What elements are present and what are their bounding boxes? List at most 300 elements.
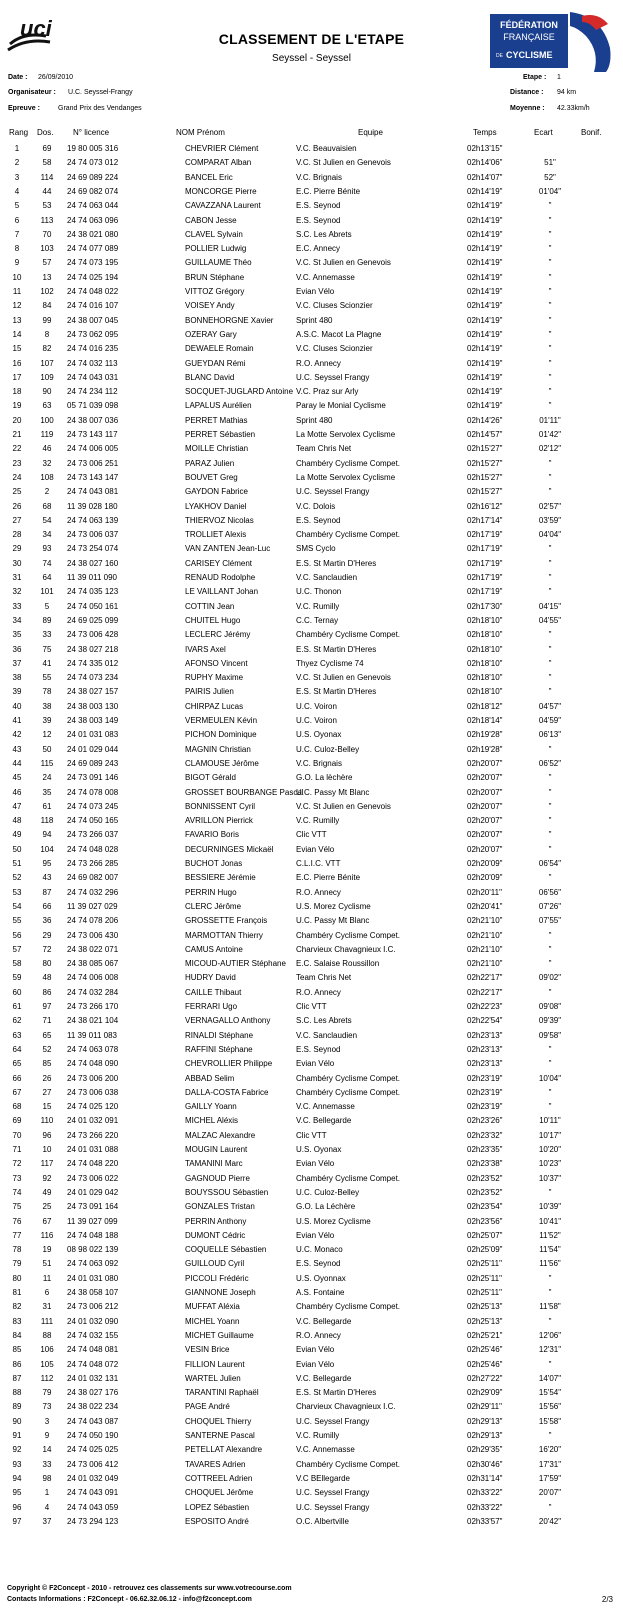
row-equipe: R.O. Annecy bbox=[296, 987, 341, 997]
row-ecart: " bbox=[548, 558, 552, 568]
row-rang: 40 bbox=[12, 701, 22, 711]
table-row bbox=[0, 573, 623, 585]
row-dos: 71 bbox=[42, 1016, 52, 1026]
row-ecart: " bbox=[548, 458, 552, 468]
meta-etape-label: Etape : bbox=[523, 74, 547, 81]
row-nom: MICHEL Aléxis bbox=[185, 1116, 239, 1126]
row-temps: 02h18'10" bbox=[467, 630, 503, 640]
row-temps: 02h14'19" bbox=[467, 272, 503, 282]
row-dos: 119 bbox=[40, 430, 54, 439]
row-equipe: La Motte Servolex Cyclisme bbox=[296, 472, 396, 482]
meta-organisateur bbox=[8, 89, 133, 96]
row-ecart: " bbox=[548, 1359, 552, 1369]
row-dos: 110 bbox=[40, 1116, 54, 1126]
row-rang: 94 bbox=[12, 1473, 22, 1483]
table-row bbox=[0, 1088, 623, 1100]
row-temps: 02h20'07" bbox=[467, 816, 503, 826]
row-licence: 24 38 021 104 bbox=[67, 1016, 119, 1026]
row-nom: PERRIN Anthony bbox=[185, 1216, 247, 1226]
table-row bbox=[0, 287, 623, 299]
row-ecart: 15'54" bbox=[538, 1388, 562, 1398]
row-ecart: " bbox=[548, 1044, 552, 1054]
row-licence: 24 74 016 235 bbox=[67, 344, 119, 354]
row-dos: 87 bbox=[42, 887, 52, 897]
row-dos: 109 bbox=[40, 372, 54, 382]
row-temps: 02h15'27" bbox=[467, 487, 503, 497]
row-rang: 4 bbox=[14, 186, 20, 196]
row-dos: 90 bbox=[42, 387, 52, 397]
row-ecart: 10'37" bbox=[538, 1173, 562, 1183]
row-nom: IVARS Axel bbox=[185, 644, 226, 654]
row-ecart: " bbox=[548, 401, 552, 411]
row-equipe: U.C. Monaco bbox=[296, 1245, 343, 1255]
meta-epreuve-value: Grand Prix des Vendanges bbox=[58, 105, 142, 112]
row-temps: 02h17'19" bbox=[467, 573, 503, 582]
row-nom: PERRET Mathias bbox=[185, 415, 248, 425]
header-temps: Temps bbox=[473, 128, 497, 137]
row-dos: 27 bbox=[42, 1087, 52, 1097]
row-rang: 29 bbox=[12, 544, 22, 554]
row-rang: 90 bbox=[12, 1416, 22, 1426]
row-ecart: " bbox=[548, 687, 552, 697]
row-dos: 103 bbox=[40, 244, 54, 254]
row-equipe: V.C BEllegarde bbox=[296, 1473, 350, 1483]
table-row bbox=[0, 1002, 623, 1014]
row-dos: 5 bbox=[44, 601, 50, 611]
row-rang: 42 bbox=[12, 730, 22, 740]
row-ecart: 09'39" bbox=[538, 1016, 562, 1026]
row-nom: PARAZ Julien bbox=[185, 458, 235, 468]
row-equipe: Evian Vélo bbox=[296, 1159, 335, 1169]
row-rang: 22 bbox=[12, 444, 22, 454]
row-licence: 24 73 266 220 bbox=[67, 1130, 119, 1140]
row-ecart: 07'26" bbox=[538, 901, 562, 911]
row-equipe: V.C. St Julien en Genevois bbox=[296, 673, 391, 683]
row-temps: 02h21'10" bbox=[467, 930, 503, 940]
row-rang: 16 bbox=[12, 358, 22, 368]
table-row bbox=[0, 716, 623, 728]
row-rang: 62 bbox=[12, 1016, 22, 1026]
row-nom: RAFFINI Stéphane bbox=[185, 1044, 253, 1054]
row-nom: DUMONT Cédric bbox=[185, 1230, 246, 1240]
row-temps: 02h23'19" bbox=[467, 1102, 503, 1112]
table-row bbox=[0, 401, 623, 413]
row-temps: 02h14'19" bbox=[467, 287, 503, 296]
row-temps: 02h20'09" bbox=[467, 859, 503, 868]
row-ecart: 01'42" bbox=[538, 430, 562, 439]
row-nom: MUFFAT Aléxia bbox=[185, 1302, 240, 1312]
row-temps: 02h18'10" bbox=[467, 658, 503, 668]
table-row bbox=[0, 487, 623, 499]
row-rang: 32 bbox=[12, 587, 22, 597]
row-rang: 21 bbox=[12, 430, 22, 439]
table-row bbox=[0, 1402, 623, 1414]
row-licence: 24 01 032 049 bbox=[67, 1473, 119, 1483]
table-row bbox=[0, 1259, 623, 1271]
row-ecart: " bbox=[548, 272, 552, 282]
row-ecart: " bbox=[548, 658, 552, 668]
row-nom: GUEYDAN Rémi bbox=[185, 358, 246, 368]
row-licence: 05 71 039 098 bbox=[67, 401, 119, 411]
row-equipe: U.C. Passy Mt Blanc bbox=[296, 916, 370, 926]
meta-distance-value: 94 km bbox=[557, 89, 577, 96]
row-nom: LOPEZ Sébastien bbox=[185, 1502, 250, 1512]
row-ecart: 07'55" bbox=[538, 916, 562, 926]
table-row bbox=[0, 316, 623, 328]
meta-date-value: 26/09/2010 bbox=[38, 74, 74, 81]
row-equipe: Chambéry Cyclisme Compet. bbox=[296, 630, 401, 640]
table-row bbox=[0, 616, 623, 628]
row-rang: 88 bbox=[12, 1388, 22, 1398]
row-temps: 02h17'19" bbox=[467, 530, 503, 540]
row-temps: 02h20'41" bbox=[467, 901, 503, 911]
row-temps: 02h21'10" bbox=[467, 916, 503, 926]
row-equipe: V.C. Dolois bbox=[296, 501, 336, 511]
row-ecart: " bbox=[548, 773, 552, 783]
row-dos: 19 bbox=[42, 1245, 52, 1255]
row-licence: 24 74 073 012 bbox=[67, 158, 119, 168]
row-temps: 02h17'19" bbox=[467, 558, 503, 568]
table-row bbox=[0, 1031, 623, 1043]
row-rang: 6 bbox=[14, 215, 20, 225]
row-equipe: Chambéry Cyclisme Compet. bbox=[296, 1173, 401, 1183]
row-equipe: Chambéry Cyclisme Compet. bbox=[296, 930, 401, 940]
row-equipe: E.C. Salaise Roussillon bbox=[296, 959, 380, 969]
row-licence: 24 74 043 031 bbox=[67, 372, 119, 382]
row-equipe: R.O. Annecy bbox=[296, 358, 341, 368]
row-temps: 02h23'19" bbox=[467, 1087, 503, 1097]
row-equipe: U.S. Oyonax bbox=[296, 1145, 342, 1154]
row-nom: PAIRIS Julien bbox=[185, 687, 234, 697]
row-ecart: " bbox=[548, 801, 552, 811]
row-nom: ESPOSITO André bbox=[185, 1516, 249, 1526]
row-licence: 24 74 048 220 bbox=[67, 1159, 119, 1169]
row-dos: 115 bbox=[40, 758, 54, 768]
row-equipe: Evian Vélo bbox=[296, 1359, 335, 1369]
row-nom: GROSSETTE François bbox=[185, 916, 268, 926]
row-equipe: V.C. Cluses Scionzier bbox=[296, 344, 373, 354]
row-ecart: " bbox=[548, 487, 552, 497]
row-licence: 24 74 025 194 bbox=[67, 272, 119, 282]
row-nom: VERMEULEN Kévin bbox=[185, 716, 258, 725]
row-licence: 24 73 091 164 bbox=[67, 1202, 119, 1212]
row-dos: 88 bbox=[42, 1330, 52, 1340]
row-nom: LAPALUS Aurélien bbox=[185, 401, 252, 411]
row-temps: 02h23'38" bbox=[467, 1159, 503, 1169]
row-dos: 69 bbox=[42, 144, 52, 153]
row-temps: 02h33'22" bbox=[467, 1502, 503, 1512]
row-ecart: " bbox=[548, 344, 552, 354]
row-ecart: 15'58" bbox=[538, 1416, 562, 1426]
row-nom: MOILLE Christian bbox=[185, 444, 249, 454]
row-ecart: " bbox=[548, 301, 552, 311]
row-dos: 118 bbox=[40, 816, 54, 826]
row-ecart: " bbox=[548, 201, 552, 211]
table-row bbox=[0, 988, 623, 1000]
row-dos: 41 bbox=[42, 658, 52, 668]
row-nom: COMPARAT Alban bbox=[185, 158, 252, 168]
row-temps: 02h29'35" bbox=[467, 1445, 503, 1455]
row-rang: 8 bbox=[14, 244, 20, 254]
row-dos: 73 bbox=[42, 1402, 52, 1412]
row-equipe: U.S. Morez Cyclisme bbox=[296, 901, 371, 911]
row-ecart: " bbox=[548, 787, 552, 797]
row-temps: 02h15'27" bbox=[467, 472, 503, 482]
row-licence: 24 38 085 067 bbox=[67, 959, 119, 969]
row-dos: 8 bbox=[44, 329, 50, 339]
row-equipe: Clic VTT bbox=[296, 1002, 327, 1011]
row-nom: POLLIER Ludwig bbox=[185, 244, 247, 254]
row-rang: 78 bbox=[12, 1245, 22, 1255]
table-row bbox=[0, 1317, 623, 1329]
row-dos: 24 bbox=[42, 773, 52, 783]
row-ecart: " bbox=[548, 573, 552, 582]
row-rang: 68 bbox=[12, 1102, 22, 1112]
row-nom: BONNISSENT Cyril bbox=[185, 801, 256, 811]
row-dos: 75 bbox=[42, 644, 52, 654]
table-row bbox=[0, 602, 623, 614]
row-equipe: G.O. La lèchère bbox=[296, 773, 353, 783]
row-nom: PETELLAT Alexandre bbox=[185, 1445, 263, 1455]
row-rang: 91 bbox=[12, 1431, 22, 1440]
row-licence: 24 01 031 080 bbox=[67, 1273, 119, 1283]
page-number: 2/3 bbox=[601, 1595, 613, 1604]
row-equipe: Sprint 480 bbox=[296, 315, 333, 325]
row-temps: 02h25'07" bbox=[467, 1230, 503, 1240]
table-row bbox=[0, 1288, 623, 1300]
row-rang: 49 bbox=[12, 830, 22, 840]
row-temps: 02h14'19" bbox=[467, 186, 503, 196]
row-licence: 24 74 063 092 bbox=[67, 1259, 119, 1269]
row-dos: 31 bbox=[42, 1302, 52, 1312]
table-row bbox=[0, 373, 623, 385]
row-nom: CHEVRIER Clément bbox=[185, 144, 259, 153]
row-nom: MICHET Guillaume bbox=[185, 1330, 254, 1340]
table-row bbox=[0, 559, 623, 571]
row-ecart: 04'57" bbox=[538, 701, 562, 711]
header-ecart: Ecart bbox=[534, 128, 553, 137]
row-ecart: " bbox=[548, 1502, 552, 1512]
meta-org-label: Organisateur : bbox=[8, 89, 56, 96]
row-temps: 02h23'13" bbox=[467, 1044, 503, 1054]
row-rang: 87 bbox=[12, 1373, 22, 1383]
row-ecart: 11'54" bbox=[539, 1245, 561, 1255]
row-rang: 86 bbox=[12, 1359, 22, 1369]
table-row bbox=[0, 387, 623, 399]
row-temps: 02h14'19" bbox=[467, 372, 503, 382]
row-licence: 24 73 266 285 bbox=[67, 859, 119, 868]
row-dos: 117 bbox=[40, 1159, 54, 1169]
row-equipe: Clic VTT bbox=[296, 830, 327, 840]
row-ecart: 10'04" bbox=[538, 1073, 562, 1083]
row-rang: 39 bbox=[12, 687, 22, 697]
row-licence: 24 74 048 081 bbox=[67, 1345, 119, 1355]
row-ecart: 06'54" bbox=[538, 859, 562, 868]
row-licence: 24 73 006 430 bbox=[67, 930, 119, 940]
row-nom: PAGE André bbox=[185, 1402, 230, 1412]
row-ecart: 10'23" bbox=[538, 1159, 562, 1169]
row-dos: 97 bbox=[42, 1002, 52, 1011]
row-licence: 19 80 005 316 bbox=[67, 144, 119, 153]
footer-contacts: Contacts Informations : F2Concept - 06.62.32.06.12 - info@f2concept.com bbox=[7, 1596, 252, 1603]
table-row bbox=[0, 1488, 623, 1500]
row-equipe: U.C. Passy Mt Blanc bbox=[296, 787, 370, 797]
row-dos: 48 bbox=[42, 973, 52, 983]
row-equipe: V.C. Sanclaudien bbox=[296, 573, 358, 582]
row-licence: 11 39 011 083 bbox=[67, 1030, 117, 1040]
table-row bbox=[0, 1074, 623, 1086]
row-licence: 24 74 050 165 bbox=[67, 816, 119, 826]
row-nom: BOUYSSOU Sébastien bbox=[185, 1187, 269, 1197]
row-equipe: E.S. Seynod bbox=[296, 1044, 341, 1054]
row-rang: 1 bbox=[14, 144, 20, 153]
row-rang: 77 bbox=[12, 1230, 22, 1240]
row-rang: 48 bbox=[12, 816, 22, 826]
row-temps: 02h15'27" bbox=[467, 444, 503, 454]
table-row bbox=[0, 730, 623, 742]
row-rang: 47 bbox=[12, 801, 22, 811]
row-dos: 93 bbox=[42, 544, 52, 554]
row-licence: 24 74 050 190 bbox=[67, 1431, 119, 1440]
row-rang: 28 bbox=[12, 530, 22, 540]
header-equipe: Equipe bbox=[358, 128, 383, 137]
row-licence: 24 74 043 087 bbox=[67, 1416, 119, 1426]
row-ecart: " bbox=[548, 472, 552, 482]
row-nom: COQUELLE Sébastien bbox=[185, 1245, 267, 1255]
table-row bbox=[0, 873, 623, 885]
row-rang: 57 bbox=[12, 944, 22, 954]
row-ecart: " bbox=[548, 673, 552, 683]
row-temps: 02h14'26" bbox=[467, 415, 503, 425]
footer-copyright: Copyright © F2Concept - 2010 - retrouvez ces classements sur www.votrecourse.com bbox=[7, 1585, 292, 1592]
row-dos: 36 bbox=[42, 916, 52, 926]
row-ecart: " bbox=[548, 744, 552, 754]
row-dos: 35 bbox=[42, 787, 52, 797]
table-row bbox=[0, 1245, 623, 1257]
table-row bbox=[0, 759, 623, 771]
row-nom: MOUGIN Laurent bbox=[185, 1145, 248, 1154]
row-dos: 10 bbox=[42, 1145, 52, 1154]
row-ecart: 04'15" bbox=[538, 601, 562, 611]
row-temps: 02h20'07" bbox=[467, 773, 503, 783]
row-temps: 02h20'07" bbox=[467, 758, 503, 768]
row-equipe: E.S. St Martin D'Heres bbox=[296, 644, 377, 654]
row-licence: 24 73 006 251 bbox=[67, 458, 119, 468]
row-equipe: U.C. Seyssel Frangy bbox=[296, 487, 370, 497]
row-licence: 24 69 082 074 bbox=[67, 186, 119, 196]
row-rang: 63 bbox=[12, 1030, 22, 1040]
table-row bbox=[0, 216, 623, 228]
row-temps: 02h25'11" bbox=[467, 1273, 502, 1283]
table-row bbox=[0, 1045, 623, 1057]
row-dos: 116 bbox=[40, 1230, 54, 1240]
table-row bbox=[0, 144, 623, 156]
meta-date bbox=[8, 74, 74, 81]
row-ecart: " bbox=[548, 1187, 552, 1197]
row-licence: 24 74 048 188 bbox=[67, 1230, 119, 1240]
row-rang: 2 bbox=[14, 158, 20, 168]
header-rang: Rang bbox=[9, 128, 29, 137]
table-row bbox=[0, 630, 623, 642]
row-dos: 29 bbox=[42, 930, 52, 940]
row-equipe: Evian Vélo bbox=[296, 1345, 335, 1355]
row-nom: PERRIN Hugo bbox=[185, 887, 237, 897]
row-nom: THIERVOZ Nicolas bbox=[185, 515, 254, 525]
row-dos: 26 bbox=[42, 1073, 52, 1083]
row-ecart: " bbox=[548, 830, 552, 840]
row-equipe: Charvieux Chavagnieux I.C. bbox=[296, 944, 396, 954]
row-equipe: Paray le Monial Cyclisme bbox=[296, 401, 386, 411]
row-licence: 24 73 143 147 bbox=[67, 472, 119, 482]
row-ecart: " bbox=[548, 372, 552, 382]
row-licence: 24 01 032 091 bbox=[67, 1116, 119, 1126]
row-licence: 24 69 089 243 bbox=[67, 758, 119, 768]
row-licence: 24 73 006 212 bbox=[67, 1302, 119, 1312]
row-equipe: V.C. Cluses Scionzier bbox=[296, 301, 373, 311]
row-temps: 02h19'28" bbox=[467, 744, 503, 754]
row-ecart: " bbox=[548, 873, 552, 883]
row-nom: CLAVEL Sylvain bbox=[185, 229, 243, 239]
row-nom: CARISEY Clément bbox=[185, 558, 252, 568]
row-nom: VAN ZANTEN Jean-Luc bbox=[185, 544, 271, 554]
row-rang: 73 bbox=[12, 1173, 22, 1183]
row-dos: 37 bbox=[42, 1516, 52, 1526]
row-rang: 70 bbox=[12, 1130, 22, 1140]
row-ecart: " bbox=[548, 315, 552, 325]
row-rang: 18 bbox=[12, 387, 22, 397]
row-nom: BESSIERE Jérémie bbox=[185, 873, 256, 883]
table-row bbox=[0, 673, 623, 685]
meta-org-value: U.C. Seyssel-Frangy bbox=[68, 89, 133, 96]
row-licence: 24 69 025 099 bbox=[67, 615, 119, 625]
row-dos: 67 bbox=[42, 1216, 52, 1226]
row-equipe: Chambéry Cyclisme Compet. bbox=[296, 530, 401, 540]
row-equipe: E.S. Seynod bbox=[296, 215, 341, 225]
table-row bbox=[0, 1302, 623, 1314]
row-equipe: U.S. Oyonax bbox=[296, 730, 342, 740]
meta-moyenne-label: Moyenne : bbox=[510, 105, 545, 112]
table-row bbox=[0, 888, 623, 900]
row-dos: 101 bbox=[40, 587, 54, 597]
row-rang: 24 bbox=[12, 472, 22, 482]
row-equipe: C.L.I.C. VTT bbox=[296, 859, 341, 868]
row-temps: 02h16'12" bbox=[467, 501, 503, 511]
row-nom: PICCOLI Frédéric bbox=[185, 1273, 249, 1283]
row-ecart: 15'56" bbox=[538, 1402, 562, 1412]
row-temps: 02h14'19" bbox=[467, 244, 503, 254]
row-temps: 02h23'26" bbox=[467, 1116, 503, 1126]
row-licence: 24 38 027 157 bbox=[67, 687, 119, 697]
row-temps: 02h14'07" bbox=[467, 172, 503, 182]
row-licence: 24 74 073 195 bbox=[67, 258, 119, 268]
row-licence: 24 74 006 005 bbox=[67, 444, 119, 454]
row-licence: 24 74 063 078 bbox=[67, 1044, 119, 1054]
row-equipe: U.C. Voiron bbox=[296, 716, 337, 725]
row-equipe: E.C. Pierre Bénite bbox=[296, 186, 361, 196]
table-row bbox=[0, 1388, 623, 1400]
row-nom: HUDRY David bbox=[185, 973, 236, 983]
row-licence: 24 73 006 428 bbox=[67, 630, 119, 640]
row-ecart: " bbox=[548, 1316, 552, 1326]
row-dos: 105 bbox=[40, 1359, 54, 1369]
row-equipe: E.C. Annecy bbox=[296, 244, 341, 254]
table-row bbox=[0, 1188, 623, 1200]
row-equipe: Evian Vélo bbox=[296, 1230, 335, 1240]
row-equipe: V.C. Rumilly bbox=[296, 601, 340, 611]
row-licence: 24 01 029 042 bbox=[67, 1187, 119, 1197]
row-ecart: 04'55" bbox=[538, 615, 562, 625]
row-licence: 24 74 078 008 bbox=[67, 787, 119, 797]
